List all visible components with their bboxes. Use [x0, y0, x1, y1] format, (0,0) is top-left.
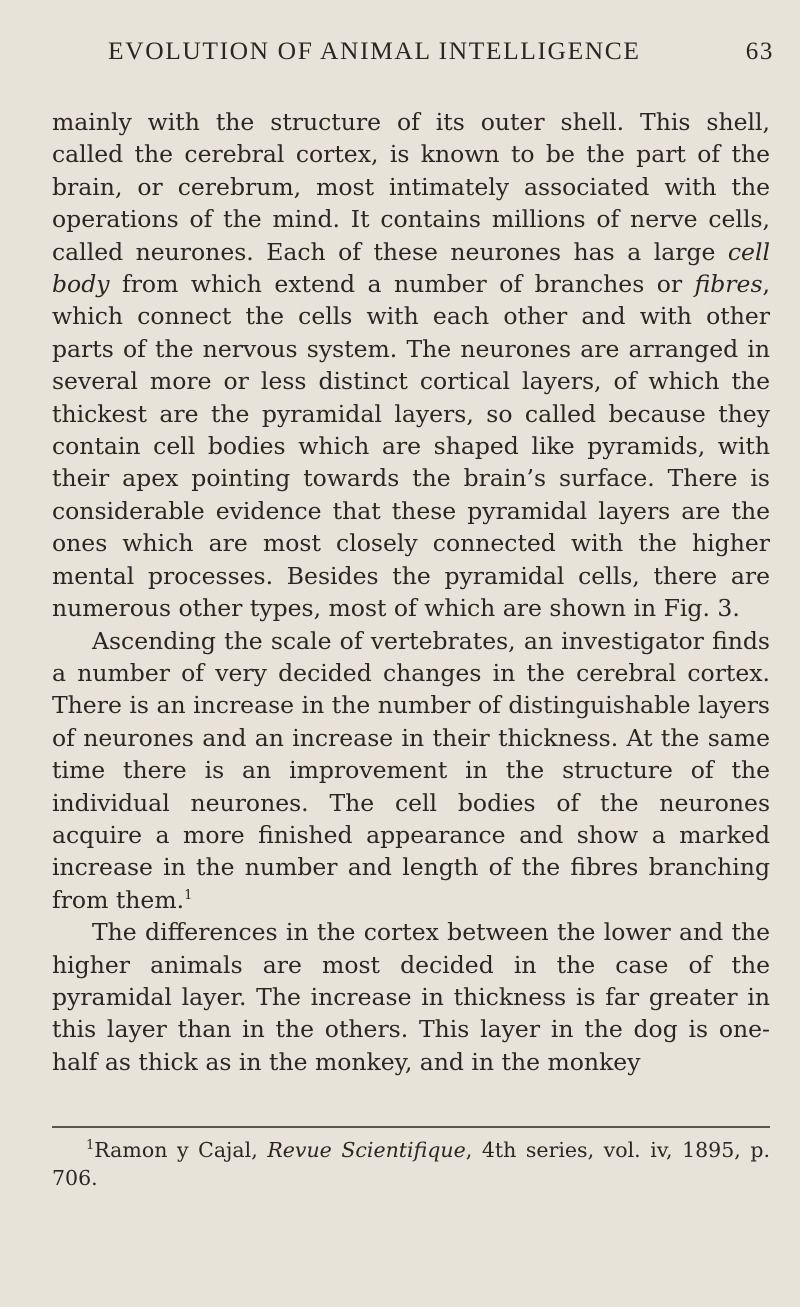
footnote-divider: [52, 1126, 770, 1128]
body-text: [52, 106, 770, 1078]
footnote-citation: , 4th series, vol. iv, 1895, p. 706.: [52, 1138, 770, 1190]
paragraph-1-part-2: from which extend a number of branches or: [109, 270, 695, 299]
footnote-author: Ramon y Cajal,: [94, 1138, 268, 1162]
paragraph-1: [52, 106, 770, 625]
paragraph-3: [52, 916, 770, 1078]
paragraph-3-text: The differences in the cortex between the lower and the higher animals are most decided in the case of the pyramidal layer. The increase in thickness is far greater in this layer than in the others. This layer in the dog is one-half as thick as in the monkey, and in the monkey: [52, 918, 770, 1076]
term-cell-body: cell body: [52, 237, 770, 299]
paragraph-2: [52, 625, 770, 917]
page-number: 63: [745, 38, 774, 65]
term-fibres: fibres: [694, 270, 763, 299]
footnote-reference[interactable]: 1: [184, 887, 193, 903]
running-head: [108, 36, 774, 72]
footnote: [52, 1136, 770, 1192]
footnote-journal: Revue Scientifique: [267, 1138, 466, 1162]
footnote-marker: 1: [86, 1138, 95, 1153]
paragraph-2-text: Ascending the scale of vertebrates, an investigator finds a number of very decided changes in the cerebral cortex. There is an increase in the number of distinguishable layers of neurones and an increase in their thickness. At the same time there is an improvement in the structure of the individual neurones. The cell bodies of the neurones acquire a more finished appearance and show a marked increase in the number and length of the fibres branching from them.: [52, 626, 770, 914]
paragraph-1-part-1: mainly with the structure of its outer shell. This shell, called the cerebral cortex, is known to be the part of the brain, or cerebrum, most intimately associated with the operations of the mind. It contains millions of nerve cells, called neurones. Each of these neurones has a large: [52, 108, 770, 266]
paragraph-1-part-3: , which connect the cells with each other and with other parts of the nervous system. The neurones are arranged in several more or less distinct cortical layers, of which the thickest are the pyramidal layers, so called because they contain cell bodies which are shaped like pyramids, with their apex pointing towards the brain’s surface. There is considerable evidence that these pyramidal layers are the ones which are most closely connected with the higher mental processes. Besides the pyramidal cells, there are numerous other types, most of which are shown in Fig. 3.: [52, 270, 770, 623]
running-title: EVOLUTION OF ANIMAL INTELLIGENCE: [108, 36, 641, 65]
